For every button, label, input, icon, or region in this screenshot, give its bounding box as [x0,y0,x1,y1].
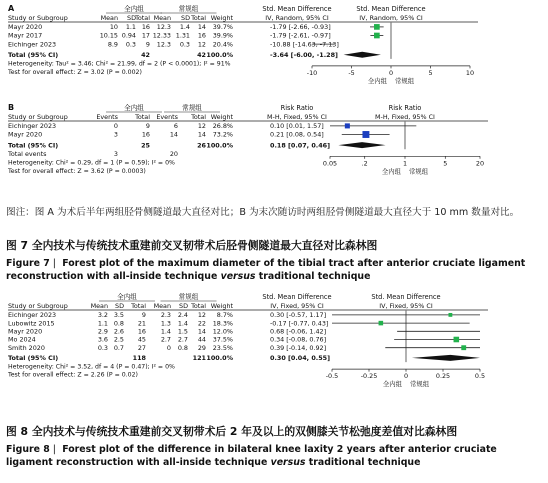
panel-3-total-label: Total (95% CI) [8,354,59,363]
panel-3-n2-4: 29 [197,343,206,352]
panel-2-total-ci-text: 0.18 [0.07, 0.46] [270,141,331,150]
panel-3-header-title-left: Std. Mean Difference [262,293,332,301]
panel-1-footer-0: Heterogeneity: Tau² = 3.46; Chi² = 21.99, df = 2 (P < 0.0001); I² = 91% [8,60,231,68]
panel-3-mean1-4: 0.3 [97,343,108,352]
panel-1-col-header-1: Mean [100,14,118,23]
panel-1-sd1-0: 1.1 [125,23,136,32]
panel-1-ci-text-1: -1.79 [-2.61, -0.97] [270,31,331,40]
panel-3-mean1-1: 1.1 [97,319,108,328]
panel-1-study-name-1: Mayr 2017 [8,31,43,40]
panel-3-n2-0: 12 [197,311,206,320]
panel-1-mean1-1: 10.15 [99,31,118,40]
panel-3-ci-text-4: 0.39 [-0.14, 0.92] [270,343,327,352]
figure-8-text: Forest plot of the difference in bilateral knee laxity 2 years after anterior cruciate ligament reconstruction with all-inside technique [6,444,497,468]
panel-1-col-header-6: Total [191,14,206,23]
panel-1-tick-label-1: -5 [348,68,355,77]
panel-2-col-header-5: Weight [210,113,233,122]
panel-2-study-name-0: Eichinger 2023 [8,122,57,131]
panel-3-mean1-2: 2.9 [97,327,108,336]
panel-2-col-header-3: Events [156,113,178,122]
panel-3-study-name-0: Eichinger 2023 [8,311,57,320]
panel-2-total-events-label: Total events [8,149,47,158]
panel-2-footer-1: Test for overall effect: Z = 3.62 (P = 0.0003) [8,168,146,176]
panel-3-study-marker-3 [454,337,460,343]
panel-3-footer-1: Test for overall effect: Z = 2.26 (P = 0.02) [8,371,138,379]
panel-1-weight-2: 20.4% [212,40,233,49]
panel-2-total-diamond [338,142,385,148]
panel-1-tick-label-0: -10 [306,68,318,77]
panel-3-group-label-2: 常规组 [178,293,199,301]
panel-3-weight-3: 37.5% [212,335,233,344]
panel-2-col-header-0: Study or Subgroup [8,113,68,122]
panel-3-col-header-1: Mean [90,302,108,311]
panel-2-tick-label-3: 5 [443,159,448,168]
panel-2-axis-label-left: 全内组 [381,167,401,176]
panel-2-ci-text-1: 0.21 [0.08, 0.54] [270,130,324,139]
panel-2-n2-1: 14 [197,130,206,139]
panel-3-weight-2: 12.0% [212,327,233,336]
panel-3-study-name-2: Mayr 2020 [8,327,43,336]
panel-2-e2-0: 6 [173,122,178,131]
panel-3-axis-label-right: 常规组 [410,380,430,389]
panel-2-tick-label-2: 1 [402,159,408,168]
panel-1-total-diamond [344,52,381,58]
panel-3-sd1-0: 3.5 [113,311,124,320]
panel-1-mean2-2: 12.3 [156,40,171,49]
panel-3-study-name-4: Smith 2020 [8,343,45,352]
panel-2-e1-0: 0 [113,122,118,131]
panel-3-sd2-1: 1.4 [177,319,188,328]
panel-1-tick-label-2: 0 [388,68,394,77]
figure-8-title-cn: 图 8 全内技术与传统技术重建前交叉韧带术后 2 年及以上的双侧膝关节松弛度差值对比森林图 [6,425,458,438]
panel-3-n1-2: 16 [137,327,146,336]
panel-3-sd2-3: 2.7 [177,335,188,344]
panel-3-study-name-1: Lubowitz 2015 [8,319,55,328]
panel-2-header-title-right: Risk Ratio [388,104,422,112]
panel-2-study-marker-1 [362,131,369,138]
panel-3-total-n2: 121 [192,354,206,363]
panel-3-col-header-5: SD [179,302,188,311]
panel-1-axis-label-right: 常规组 [395,76,415,85]
panel-1-group-label-2: 常规组 [178,5,199,13]
panel-1-weight-0: 39.7% [212,23,233,32]
panel-1-tick-label-4: 10 [465,68,475,77]
panel-3-sd1-4: 0.7 [113,343,124,352]
panel-3-tick-label-1: -0.25 [360,372,378,381]
panel-1-label: A [8,4,15,13]
panel-1-n2-2: 12 [197,40,206,49]
panel-1-col-header-5: SD [181,14,190,23]
panel-1-n2-0: 14 [197,23,206,32]
panel-1-n2-1: 16 [197,31,206,40]
panel-3-weight-4: 23.5% [212,343,233,352]
panel-3-sd1-3: 2.5 [113,335,124,344]
panel-3-study-marker-1 [379,321,384,326]
panel-3-tick-label-4: 0.5 [474,372,486,381]
panel-1-n1-1: 17 [141,31,150,40]
panel-1-footer-1: Test for overall effect: Z = 3.02 (P = 0.002) [8,69,142,77]
panel-3-axis-label-left: 全内组 [382,380,402,389]
panel-1-header-title-left: Std. Mean Difference [262,5,332,13]
panel-1-col-header-2: SD [127,14,136,23]
panel-3-mean2-0: 2.3 [160,311,171,320]
figure-7-note: 图注：图 A 为术后半年两组胫骨侧隧道最大直径对比；B 为末次随访时两组胫骨侧隧道最大直径大于 10 mm 数量对比。 [6,207,520,218]
panel-2-weight-0: 26.8% [212,122,233,131]
figure-8-title-en [6,443,542,469]
panel-3-n2-3: 44 [197,335,206,344]
figure-8-label: Figure 8 [6,444,50,455]
panel-1-ci-text-0: -1.79 [-2.66, -0.93] [270,23,331,32]
panel-3-ci-text-3: 0.34 [-0.08, 0.76] [270,335,327,344]
panel-1-col-header-4: Mean [153,14,171,23]
panel-3-total-ci-text: 0.30 [0.04, 0.55] [270,354,331,363]
panel-3-study-marker-0 [448,313,452,317]
panel-2-footer-0: Heterogeneity: Chi² = 0.29, df = 1 (P = 0.59); I² = 0% [8,159,175,167]
panel-1-n1-2: 9 [145,40,150,49]
figure-7-versus: versus [220,271,256,282]
panel-1-study-name-2: Eichinger 2023 [8,40,57,49]
panel-1-col-header-9: IV, Random, 95% CI [359,14,423,23]
panel-3-ci-text-2: 0.68 [-0.06, 1.42] [270,327,327,336]
panel-3-sd2-0: 2.4 [177,311,188,320]
panel-3-tick-label-0: -0.5 [325,372,339,381]
panel-2-col-header-2: Total [135,113,150,122]
panel-2-total-n1: 25 [141,141,150,150]
panel-3-weight-0: 8.7% [216,311,233,320]
panel-2-study-marker-0 [345,123,350,128]
figure-7-label: Figure 7 [6,258,50,269]
panel-3-mean2-2: 1.4 [160,327,171,336]
figure-7-tail: traditional technique [258,271,371,282]
panel-2-n2-0: 12 [197,122,206,131]
panel-1-mean1-0: 10 [109,23,118,32]
panel-2-tick-label-0: 0.05 [322,159,338,168]
panel-3-total-weight: 100.0% [206,354,233,363]
panel-3-mean2-1: 1.3 [160,319,171,328]
panel-2-col-header-7: M-H, Fixed, 95% CI [375,113,435,122]
panel-1-sd1-1: 0.94 [121,31,136,40]
panel-1-header-title-right: Std. Mean Difference [356,5,426,13]
panel-3-col-header-4: Mean [153,302,171,311]
panel-3-ci-text-0: 0.30 [-0.57, 1.17] [270,311,327,320]
panel-3-tick-label-3: 0.25 [435,372,451,381]
panel-3-n1-4: 27 [137,343,146,352]
figure-7-text: Forest plot of the maximum diameter of the tibial tract after anterior cruciate ligament reconstruction with all-inside technique [6,258,526,282]
panel-3-total-n1: 118 [132,354,146,363]
panel-2-axis-label-right: 常规组 [409,167,429,176]
panel-1-total-label: Total (95% CI) [8,50,59,59]
panel-1-weight-1: 39.9% [212,31,233,40]
figure-7-separator: | [52,258,56,269]
panel-3-n1-1: 21 [137,319,146,328]
panel-3-col-header-6: Total [191,302,206,311]
panel-1-ci-text-2: -10.88 [-14.63, -7.13] [270,40,339,49]
panel-3-weight-1: 18.3% [212,319,233,328]
panel-1-mean1-2: 8.9 [107,40,118,49]
panel-2-n1-0: 9 [145,122,150,131]
panel-3-mean2-4: 0 [166,343,171,352]
panel-2-col-header-4: Total [191,113,206,122]
panel-3-sd2-4: 0.8 [177,343,188,352]
panel-3-n2-2: 14 [197,327,206,336]
panel-2-group-label-2: 常规组 [182,104,202,112]
panel-1-sd2-1: 1.31 [175,31,190,40]
panel-2-label: B [8,103,15,112]
panel-1-study-marker-0 [374,24,380,30]
figure-8-versus: versus [270,457,306,468]
panel-3-footer-0: Heterogeneity: Chi² = 3.52, df = 4 (P = 0.47); I² = 0% [8,363,175,371]
figure-8-tail: traditional technique [308,457,421,468]
panel-2-col-header-6: M-H, Fixed, 95% CI [267,113,327,122]
panel-2-weight-1: 73.2% [212,130,233,139]
panel-1-group-label-1: 全内组 [124,5,144,13]
figure-7-title-en [6,257,542,283]
panel-1-col-header-0: Study or Subgroup [8,14,68,23]
panel-2-e1-1: 3 [113,130,118,139]
panel-1-col-header-8: IV, Random, 95% CI [265,14,329,23]
panel-2-e2-1: 14 [169,130,178,139]
panel-2-tick-label-1: .2 [361,159,368,168]
panel-1-sd1-2: 0.3 [125,40,136,49]
panel-1-axis-label-left: 全内组 [367,76,387,85]
panel-2-total-n2: 26 [197,141,206,150]
panel-2-group-label-1: 全内组 [124,104,144,112]
panel-2-total-label: Total (95% CI) [8,141,59,150]
panel-3-n1-0: 9 [141,311,146,320]
panel-2-n1-1: 16 [141,130,150,139]
panel-3-mean1-3: 3.6 [97,335,108,344]
panel-1-total-n2: 42 [197,50,206,59]
panel-3-tick-label-2: 0 [403,372,409,381]
panel-1-study-name-0: Mayr 2020 [8,23,43,32]
panel-3-study-name-3: Mo 2024 [8,335,36,344]
panel-3-col-header-0: Study or Subgroup [8,302,68,311]
figure-7-title-cn: 图 7 全内技术与传统技术重建前交叉韧带术后胫骨侧隧道最大直径对比森林图 [6,239,378,252]
panel-3-sd2-2: 1.5 [177,327,188,336]
panel-3-ci-text-1: -0.17 [-0.77, 0.43] [270,319,329,328]
panel-1-tick-label-3: 5 [428,68,433,77]
panel-1-mean2-1: 12.33 [152,31,171,40]
panel-1-col-header-3: Total [135,14,150,23]
panel-1-total-ci-text: -3.64 [-6.00, -1.28] [270,50,338,59]
panel-3-group-label-1: 全内组 [117,293,137,301]
panel-2-study-name-1: Mayr 2020 [8,130,43,139]
panel-1-total-n1: 42 [141,50,150,59]
panel-3-col-header-3: Total [131,302,146,311]
panel-3-mean1-0: 3.2 [97,311,108,320]
panel-1-study-marker-1 [374,33,380,39]
panel-3-n1-3: 45 [137,335,146,344]
panel-2-total-events-e2: 20 [169,149,178,158]
panel-3-total-diamond [412,355,480,361]
panel-3-header-title-right: Std. Mean Difference [371,293,441,301]
panel-3-col-header-7: Weight [210,302,233,311]
panel-3-sd1-2: 2.6 [113,327,124,336]
panel-2-total-weight: 100.0% [206,141,233,150]
panel-3-n2-1: 22 [197,319,206,328]
panel-2-total-events-e1: 3 [113,149,118,158]
panel-3-col-header-8: IV, Fixed, 95% CI [270,302,324,311]
panel-1-total-weight: 100.0% [206,50,233,59]
panel-1-sd2-2: 0.3 [179,40,190,49]
panel-3-study-marker-4 [461,345,466,350]
panel-2-col-header-1: Events [96,113,118,122]
panel-3-col-header-2: SD [115,302,124,311]
panel-3-mean2-3: 2.7 [160,335,171,344]
panel-2-tick-label-4: 20 [475,159,485,168]
panel-3-sd1-1: 0.8 [113,319,124,328]
panel-1-sd2-0: 1.4 [179,23,190,32]
figure-8-separator: | [52,444,56,455]
panel-1-col-header-7: Weight [210,14,233,23]
panel-3-col-header-9: IV, Fixed, 95% CI [379,302,433,311]
panel-2-ci-text-0: 0.10 [0.01, 1.57] [270,122,324,131]
panel-1-mean2-0: 12.3 [156,23,171,32]
panel-1-n1-0: 16 [141,23,150,32]
panel-2-header-title-left: Risk Ratio [280,104,314,112]
